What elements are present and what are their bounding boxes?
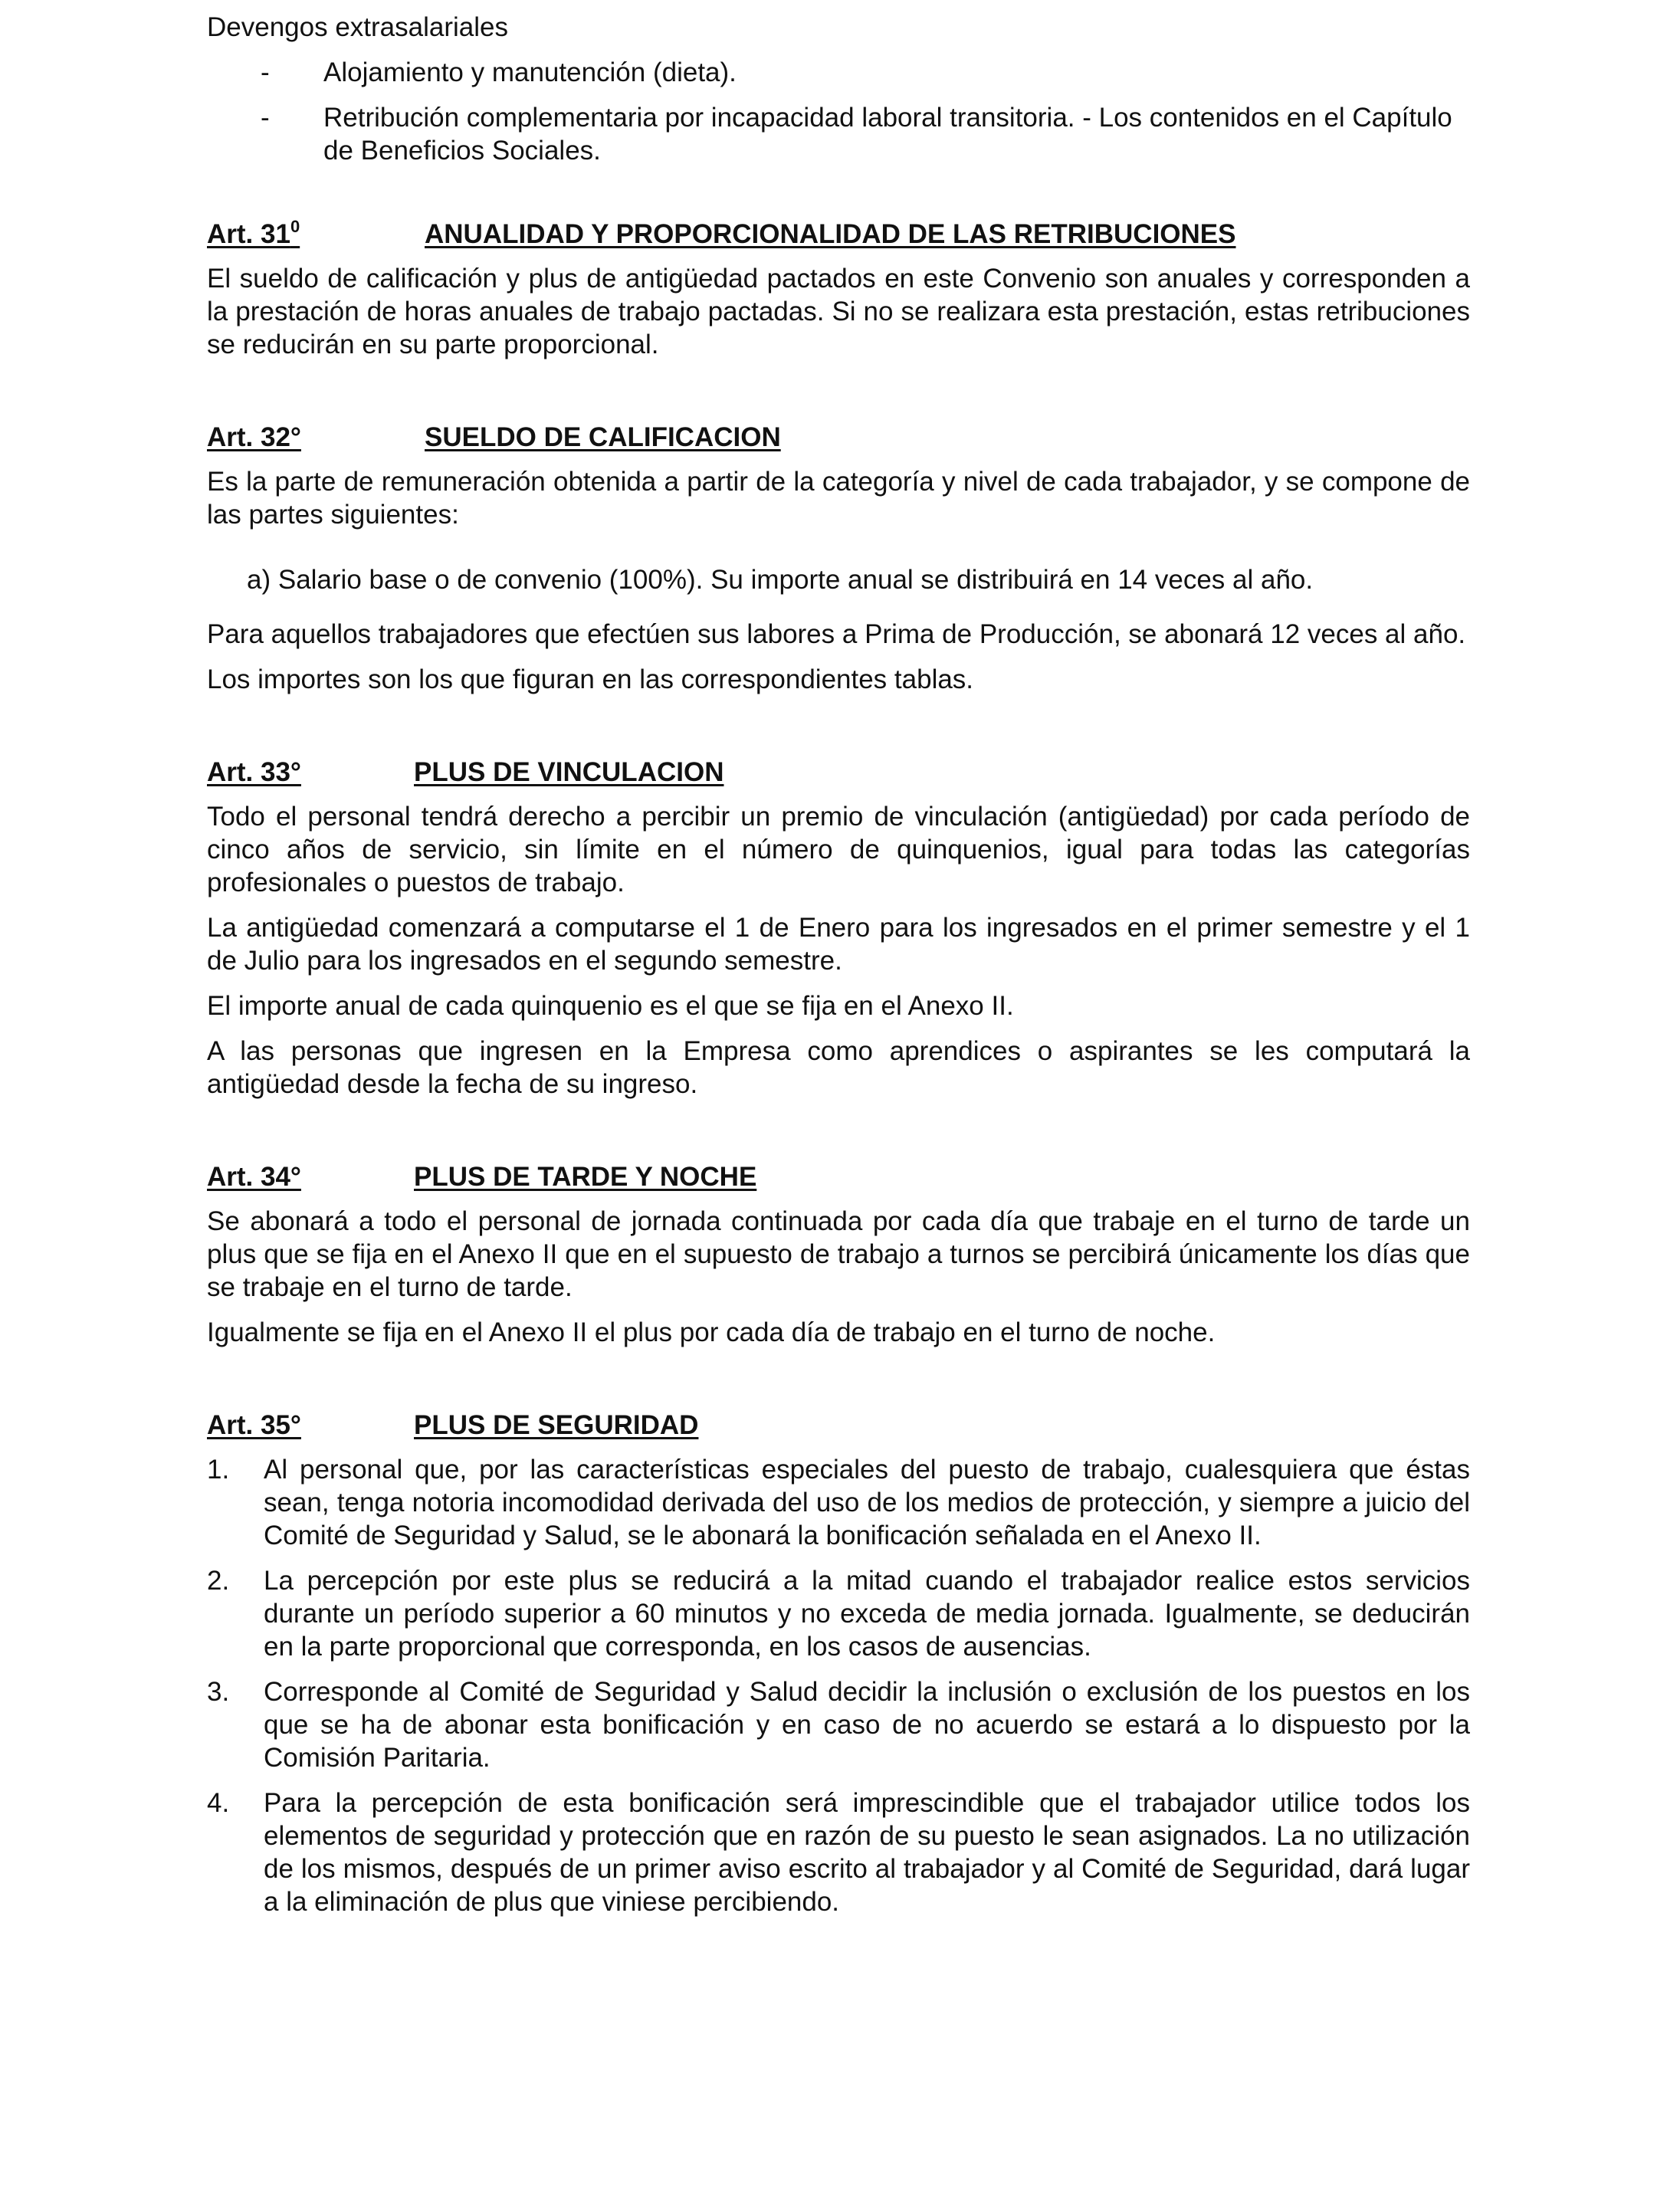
intro-list-text: Retribución complementaria por incapacidad laboral transitoria. - Los contenidos en el Capítulo de Beneficios Sociales. — [323, 103, 1452, 166]
numbered-list-item — [207, 1675, 1470, 1774]
intro-section — [207, 11, 1470, 167]
article-header — [207, 421, 1470, 456]
article-number: Art. $31^0$ — [207, 217, 300, 249]
document-page — [207, 11, 1470, 1931]
article-header — [207, 1409, 1470, 1444]
article-number: Art. 33° — [207, 757, 301, 787]
article-paragraph: Se abonará a todo el personal de jornada continuada por cada día que trabaje en el turno de tarde un plus que se fija en el Anexo II que en el supuesto de trabajo a turnos se percibirá únicamente los días que se trabaje en el turno de tarde. — [207, 1206, 1470, 1302]
article-title: PLUS DE TARDE Y NOCHE — [414, 1162, 757, 1192]
list-number: 4. — [207, 1788, 230, 1818]
article-paragraph: A las personas que ingresen en la Empresa como aprendices o aspirantes se les computará la antigüedad desde la fecha de su ingreso. — [207, 1036, 1470, 1099]
intro-list-item — [207, 101, 1481, 167]
article-paragraph: Es la parte de remuneración obtenida a partir de la categoría y nivel de cada trabajador, y se compone de las partes siguientes: — [207, 467, 1470, 530]
list-number: 1. — [207, 1455, 230, 1485]
article-header — [207, 218, 1470, 253]
list-item-text: La percepción por este plus se reducirá a la mitad cuando el trabajador realice estos servicios durante un período superior a 60 minutos y no exceda de media jornada. Igualmente, se deducirán en la parte proporcional que corresponda, en los casos de ausencias. — [264, 1566, 1470, 1662]
article-number: Art. 32° — [207, 422, 301, 452]
article-header — [207, 1160, 1470, 1196]
intro-list — [207, 56, 1470, 167]
article-title: PLUS DE SEGURIDAD — [414, 1410, 699, 1440]
article-header — [207, 756, 1470, 791]
article-paragraph: Los importes son los que figuran en las correspondientes tablas. — [207, 664, 974, 694]
article-paragraph: Igualmente se fija en el Anexo II el plus por cada día de trabajo en el turno de noche. — [207, 1317, 1216, 1347]
dash-marker: - — [261, 103, 270, 133]
article-title: ANUALIDAD Y PROPORCIONALIDAD DE LAS RETRIBUCIONES — [425, 219, 1236, 249]
article-35 — [207, 1409, 1470, 1918]
article-paragraph: El importe anual de cada quinquenio es el que se fija en el Anexo II. — [207, 991, 1014, 1021]
article-paragraph: Todo el personal tendrá derecho a percibir un premio de vinculación (antigüedad) por cada período de cinco años de servicio, sin límite en el número de quinquenios, igual para todas las categorías profesionales o puestos de trabajo. — [207, 802, 1470, 897]
dash-marker: - — [261, 57, 270, 87]
numbered-list — [207, 1453, 1470, 1918]
article-title: SUELDO DE CALIFICACION — [425, 422, 781, 452]
list-number: 3. — [207, 1677, 230, 1707]
article-paragraph: El sueldo de calificación y plus de antigüedad pactados en este Convenio son anuales y corresponden a la prestación de horas anuales de trabajo pactadas. Si no se realizara esta prestación, estas retribuciones se reducirán en su parte proporcional. — [207, 264, 1470, 359]
article-paragraph: La antigüedad comenzará a computarse el 1 de Enero para los ingresados en el primer semestre y el 1 de Julio para los ingresados en el segundo semestre. — [207, 913, 1470, 976]
numbered-list-item — [207, 1787, 1470, 1918]
article-31 — [207, 218, 1470, 361]
list-number: 2. — [207, 1566, 230, 1596]
article-title: PLUS DE VINCULACION — [414, 757, 724, 787]
article-number: Art. 35° — [207, 1410, 301, 1440]
numbered-list-item — [207, 1453, 1470, 1552]
list-item-text: Al personal que, por las características especiales del puesto de trabajo, cualesquiera que éstas sean, tenga notoria incomodidad derivada del uso de los medios de protección, y siempre a juicio del Comité de Seguridad y Salud, se le abonará la bonificación señalada en el Anexo II. — [264, 1455, 1470, 1550]
article-paragraph: Para aquellos trabajadores que efectúen sus labores a Prima de Producción, se abonará 12 veces al año. — [207, 619, 1466, 649]
numbered-list-item — [207, 1564, 1470, 1663]
list-item-text: Para la percepción de esta bonificación será imprescindible que el trabajador utilice todos los elementos de seguridad y protección que en razón de su puesto le sean asignados. La no utilización de los mismos, después de un primer aviso escrito al trabajador y al Comité de Seguridad, dará lugar a la eliminación de plus que viniese percibiendo. — [264, 1788, 1470, 1917]
article-sub-item: a) Salario base o de convenio (100%). Su importe anual se distribuirá en 14 veces al año. — [247, 565, 1314, 595]
intro-title: Devengos extrasalariales — [207, 12, 508, 42]
intro-list-item — [207, 56, 1481, 89]
intro-list-text: Alojamiento y manutención (dieta). — [323, 57, 737, 87]
article-34 — [207, 1160, 1470, 1349]
article-number: Art. 34° — [207, 1162, 301, 1192]
article-number-superscript: 0 — [290, 217, 300, 236]
list-item-text: Corresponde al Comité de Seguridad y Salud decidir la inclusión o exclusión de los puestos en los que se ha de abonar esta bonificación y en caso de no acuerdo se estará a lo dispuesto por la Comisión Paritaria. — [264, 1677, 1470, 1773]
article-33 — [207, 756, 1470, 1101]
article-32 — [207, 421, 1470, 696]
